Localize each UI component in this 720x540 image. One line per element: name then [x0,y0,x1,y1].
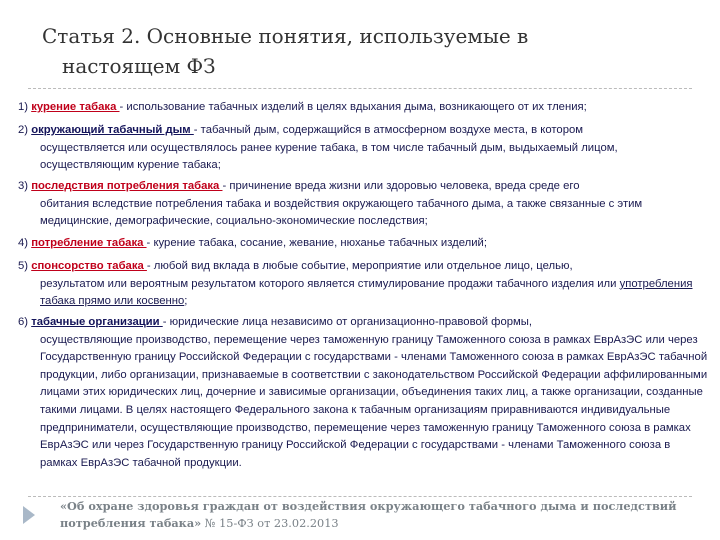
item-number: 5) [18,260,29,272]
definition-text-cont [18,276,708,311]
term: спонсорство табака [31,260,147,272]
definition-text: - юридические лица независимо от организационно-правовой формы, [162,316,533,328]
definition-item-1 [18,99,708,117]
law-reference [60,498,680,532]
term: окружающий табачный дым [31,124,194,136]
definition-text: - табачный дым, содержащийся в атмосферном воздухе места, в котором [193,124,584,136]
top-divider [28,88,692,89]
definition-text-end: ; [184,295,188,308]
definition-text: - использование табачных изделий в целях вдыхания дыма, возникающего от их тления; [119,101,587,113]
definition-item-5 [18,258,708,311]
definition-item-6 [18,314,708,472]
definition-text: - причинение вреда жизни или здоровью человека, вреда среде его [222,180,580,192]
definition-text-cont: обитания вследствие потребления табака и воздействия окружающего табачного дыма, а также связанные с этим медицинские, демографические, социально-экономические последствия; [40,197,643,228]
term: потребление табака [31,237,147,249]
term: курение табака [31,101,120,113]
item-number: 3) [18,180,29,192]
definition-item-3 [18,178,708,231]
item-number: 2) [18,124,29,136]
definition-text: - курение табака, сосание, жевание, нюханье табачных изделий; [146,237,487,249]
item-number: 6) [18,316,29,328]
law-name: «Об охране здоровья граждан от воздействия окружающего табачного дыма и последствий потребления табака» [60,499,677,530]
item-number: 1) [18,101,29,113]
bullet-triangle-icon [23,506,35,524]
definition-item-4 [18,235,708,253]
definition-text-cont: осуществляется или осуществлялось ранее курение табака, в том числе табачный дым, выдыхаемый лицом, осуществляющим курение табака; [40,141,618,172]
definition-item-2 [18,122,708,175]
slide-title-line1: Статья 2. Основные понятия, используемые в [42,24,529,48]
definition-text-cont: осуществляющие производство, перемещение через таможенную границу Таможенного союза в рамках ЕврАзЭС или через Государственную границу Российской Федерации с государствами - членами Таможенного союза в рамках ЕврАзЭС табачной продукции, либо организации, признаваемые в соответствии с законодательством Российской Федерации аффилированными лицами этих юридических лиц, дочерние и зависимые организации, объединения таких лиц, а также организации, созданные такими лицами. В целях настоящего Федерального закона к табачным организациям приравниваются индивидуальные предприниматели, осуществляющие производство, перемещение через таможенную границу Таможенного союза в рамках ЕврАзЭС или через Государственную границу Российской Федерации с государствами - членами Таможенного союза в рамках ЕврАзЭС табачной продукции. [40,333,708,469]
law-number: № 15-ФЗ от 23.02.2013 [201,517,339,530]
bottom-divider [28,496,692,497]
underlined-phrase: употребления табака прямо или косвенно [40,277,693,308]
item-number: 4) [18,237,29,249]
definition-text: - любой вид вклада в любые событие, мероприятие или отдельное лицо, целью, [146,260,573,272]
slide-title-line2: настоящем ФЗ [62,54,216,78]
definition-text-part: результатом или вероятным результатом которого является стимулирование продажи табачного изделия или [40,277,617,290]
term: табачные организации [31,316,163,328]
term: последствия потребления табака [31,180,223,192]
